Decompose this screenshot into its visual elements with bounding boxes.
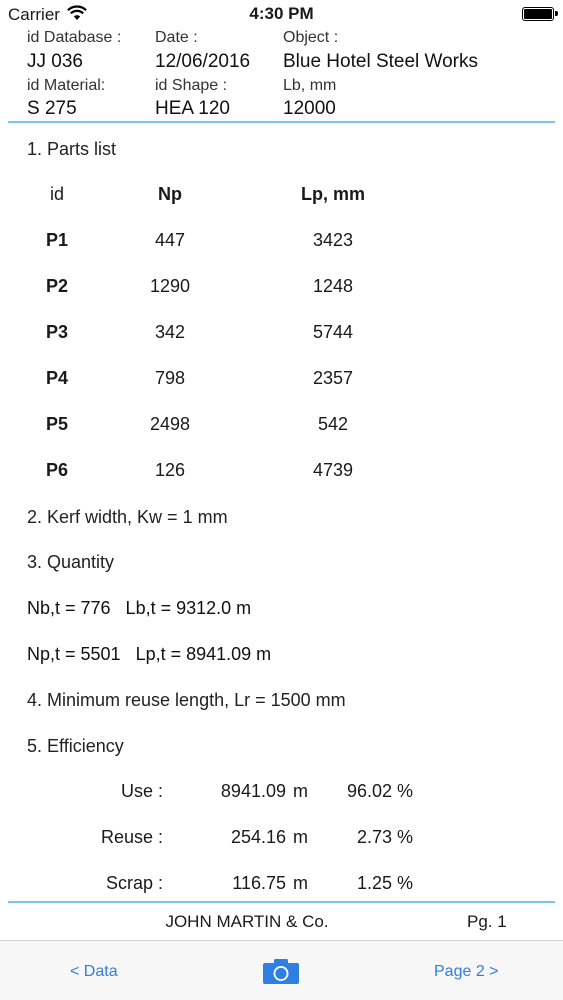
bottom-toolbar xyxy=(0,940,563,1000)
id-shape-value: HEA 120 xyxy=(155,98,230,119)
quantity-title: 3. Quantity xyxy=(27,552,115,572)
id-shape-label: id Shape : xyxy=(155,77,228,94)
part-np: 798 xyxy=(154,368,186,388)
efficiency-value: 8941.09 xyxy=(220,781,286,801)
part-id: P2 xyxy=(45,276,69,296)
efficiency-percent: 1.25 % xyxy=(356,873,413,893)
date-label: Date : xyxy=(155,29,198,46)
id-material-label: id Material: xyxy=(27,77,106,94)
lb-value: 12000 xyxy=(283,98,336,119)
efficiency-title: 5. Efficiency xyxy=(27,736,124,756)
part-lp: 1248 xyxy=(312,276,354,296)
part-id: P5 xyxy=(45,414,69,434)
efficiency-label: Scrap : xyxy=(105,873,163,893)
object-value: Blue Hotel Steel Works xyxy=(283,51,479,72)
part-np: 342 xyxy=(154,322,186,342)
footer-divider xyxy=(8,901,555,903)
clock: 4:30 PM xyxy=(249,4,314,23)
part-np: 447 xyxy=(154,230,186,250)
part-id: P4 xyxy=(45,368,69,388)
part-lp: 5744 xyxy=(312,322,354,342)
kerf-width-text: 2. Kerf width, Kw = 1 mm xyxy=(27,507,228,527)
quantity-parts-line: Np,t = 5501 Lp,t = 8941.09 m xyxy=(27,644,272,664)
part-id: P1 xyxy=(45,230,69,250)
column-header-id: id xyxy=(49,184,64,204)
back-to-data-button[interactable]: < Data xyxy=(70,963,118,980)
column-header-np: Np xyxy=(158,184,182,204)
id-database-value: JJ 036 xyxy=(27,51,83,72)
part-lp: 2357 xyxy=(312,368,354,388)
efficiency-value: 254.16 xyxy=(230,827,286,847)
efficiency-label: Reuse : xyxy=(100,827,163,847)
part-np: 2498 xyxy=(149,414,191,434)
lb-label: Lb, mm xyxy=(283,77,337,94)
efficiency-unit: m xyxy=(293,827,308,847)
id-database-label: id Database : xyxy=(27,29,122,46)
min-reuse-length-text: 4. Minimum reuse length, Lr = 1500 mm xyxy=(27,690,346,710)
part-np: 1290 xyxy=(149,276,191,296)
quantity-bars-line: Nb,t = 776 Lb,t = 9312.0 m xyxy=(27,598,252,618)
parts-list-title: 1. Parts list xyxy=(27,139,117,159)
efficiency-percent: 96.02 % xyxy=(346,781,413,801)
date-value: 12/06/2016 xyxy=(155,51,251,72)
column-header-lp: Lp, mm xyxy=(300,184,365,204)
part-lp: 3423 xyxy=(312,230,354,250)
camera-icon[interactable] xyxy=(263,958,299,984)
header-divider xyxy=(8,121,555,123)
next-page-button[interactable]: Page 2 > xyxy=(434,963,499,980)
battery-icon xyxy=(522,7,554,21)
page-number: Pg. 1 xyxy=(467,912,507,931)
part-lp: 4739 xyxy=(312,460,354,480)
part-lp: 542 xyxy=(317,414,349,434)
status-bar xyxy=(0,0,563,28)
carrier-label: Carrier xyxy=(8,5,60,24)
part-np: 126 xyxy=(154,460,186,480)
efficiency-value: 116.75 xyxy=(232,873,286,893)
id-material-value: S 275 xyxy=(27,98,77,119)
object-label: Object : xyxy=(283,29,339,46)
part-id: P6 xyxy=(45,460,69,480)
efficiency-percent: 2.73 % xyxy=(356,827,413,847)
efficiency-label: Use : xyxy=(120,781,163,801)
efficiency-unit: m xyxy=(293,873,308,893)
efficiency-unit: m xyxy=(293,781,308,801)
part-id: P3 xyxy=(45,322,69,342)
company-name: JOHN MARTIN & Co. xyxy=(165,912,329,931)
